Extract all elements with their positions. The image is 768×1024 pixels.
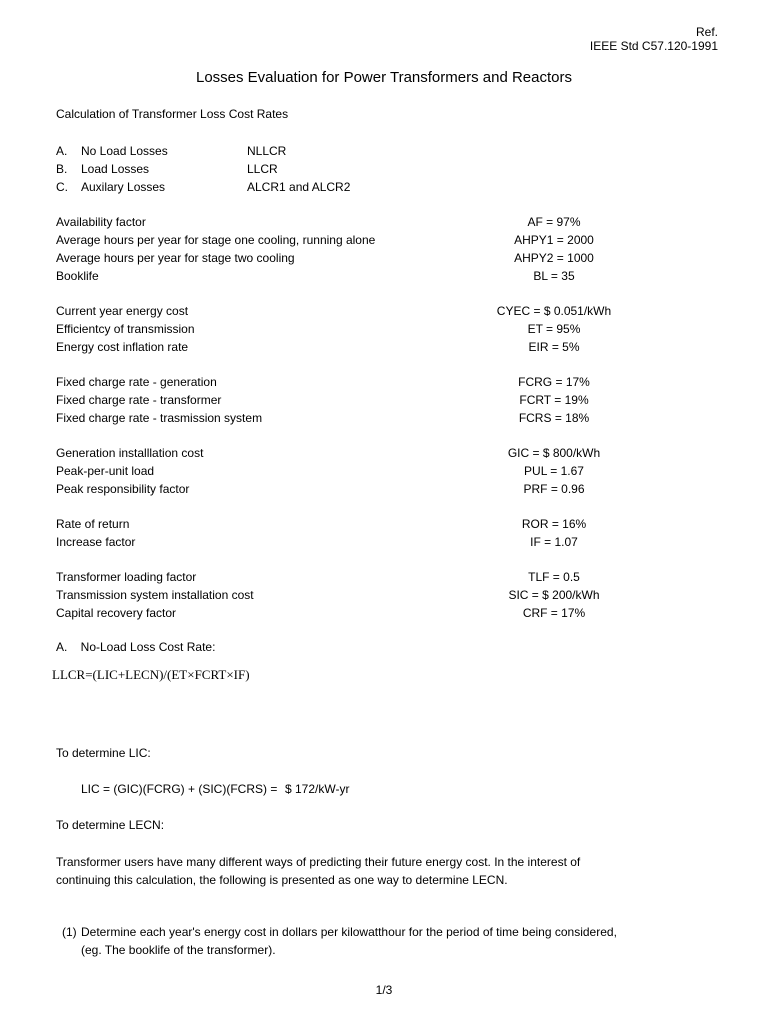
parameter-value: FCRG = 17% [518, 375, 590, 389]
parameter-value: FCRS = 18% [518, 411, 590, 425]
parameter-value: ROR = 16% [521, 517, 587, 531]
parameter-row [56, 586, 716, 604]
parameter-value: GIC = $ 800/kWh [507, 446, 601, 460]
parameter-value: AHPY1 = 2000 [514, 233, 594, 247]
parameter-row [56, 373, 716, 391]
parameter-label: Energy cost inflation rate [56, 340, 189, 354]
parameter-label: Current year energy cost [56, 304, 189, 318]
parameter-label: Fixed charge rate - transformer [56, 393, 222, 407]
parameter-row [56, 267, 716, 285]
loss-type-letter: A. [56, 144, 68, 158]
parameter-value: AF = 97% [527, 215, 581, 229]
parameter-label: Efficientcy of transmission [56, 322, 195, 336]
parameter-value: FCRT = 19% [519, 393, 589, 407]
parameter-value: TLF = 0.5 [528, 570, 580, 584]
parameter-value: PRF = 0.96 [523, 482, 585, 496]
parameter-label: Transformer loading factor [56, 570, 197, 584]
parameter-row [56, 444, 716, 462]
loss-type-name: Load Losses [81, 162, 150, 176]
loss-type-letter: C. [56, 180, 68, 194]
lic-heading: To determine LIC: [56, 746, 151, 760]
parameter-row [56, 231, 716, 249]
section-a-heading: A. No-Load Loss Cost Rate: [56, 640, 216, 654]
lic-result: $ 172/kW-yr [285, 782, 350, 796]
parameter-row [56, 480, 716, 498]
parameter-value: AHPY2 = 1000 [514, 251, 594, 265]
parameter-label: Peak-per-unit load [56, 464, 155, 478]
parameter-row [56, 409, 716, 427]
loss-type-name: Auxilary Losses [81, 180, 166, 194]
parameter-label: Increase factor [56, 535, 136, 549]
parameter-row [56, 213, 716, 231]
parameter-label: Fixed charge rate - trasmission system [56, 411, 263, 425]
loss-type-abbr: LLCR [247, 162, 278, 176]
step-item [62, 923, 622, 959]
parameter-label: Average hours per year for stage one cooling, running alone [56, 233, 376, 247]
loss-type-item [56, 178, 716, 196]
parameter-value: CYEC = $ 0.051/kWh [496, 304, 612, 318]
lic-equation: LIC = (GIC)(FCRG) + (SIC)(FCRS) = [81, 782, 278, 796]
parameter-value: EIR = 5% [528, 340, 580, 354]
lecn-paragraph: Transformer users have many different ways of predicting their future energy cost. In the interest of continuing this calculation, the following is presented as one way to determine LECN. [56, 855, 581, 887]
page-number: 1/3 [375, 983, 393, 997]
parameter-row [56, 338, 716, 356]
reference-standard: IEEE Std C57.120-1991 [589, 39, 718, 53]
reference-label: Ref. [695, 25, 718, 39]
parameter-label: Average hours per year for stage two cooling [56, 251, 295, 265]
loss-type-item [56, 160, 716, 178]
loss-type-item [56, 142, 716, 160]
document-title: Losses Evaluation for Power Transformers and Reactors [195, 69, 572, 86]
step-text: Determine each year's energy cost in dollars per kilowatthour for the period of time being considered, (eg. The booklife of the transformer). [81, 925, 617, 957]
lecn-heading: To determine LECN: [56, 818, 165, 832]
parameter-label: Booklife [56, 269, 99, 283]
loss-type-letter: B. [56, 162, 68, 176]
parameter-row [56, 320, 716, 338]
parameter-row [56, 391, 716, 409]
loss-type-abbr: ALCR1 and ALCR2 [247, 180, 351, 194]
parameter-value: ET = 95% [527, 322, 581, 336]
step-number: (1) [62, 925, 77, 939]
parameter-label: Peak responsibility factor [56, 482, 190, 496]
parameter-value: PUL = 1.67 [524, 464, 584, 478]
loss-type-name: No Load Losses [81, 144, 168, 158]
parameter-row [56, 462, 716, 480]
parameter-label: Transmission system installation cost [56, 588, 254, 602]
llcr-formula: LLCR=(LIC+LECN)/(ET×FCRT×IF) [52, 667, 250, 682]
parameter-label: Fixed charge rate - generation [56, 375, 217, 389]
section-subtitle: Calculation of Transformer Loss Cost Rates [56, 107, 289, 121]
parameter-label: Availability factor [56, 215, 146, 229]
parameter-label: Rate of return [56, 517, 130, 531]
parameter-row [56, 533, 716, 551]
parameter-row [56, 568, 716, 586]
parameter-row [56, 249, 716, 267]
parameter-label: Generation installlation cost [56, 446, 204, 460]
parameter-row [56, 604, 716, 622]
parameter-value: CRF = 17% [522, 606, 586, 620]
loss-type-abbr: NLLCR [247, 144, 287, 158]
parameter-value: SIC = $ 200/kWh [508, 588, 600, 602]
parameter-row [56, 302, 716, 320]
parameter-label: Capital recovery factor [56, 606, 177, 620]
parameter-value: IF = 1.07 [530, 535, 578, 549]
parameter-value: BL = 35 [533, 269, 575, 283]
parameter-row [56, 515, 716, 533]
